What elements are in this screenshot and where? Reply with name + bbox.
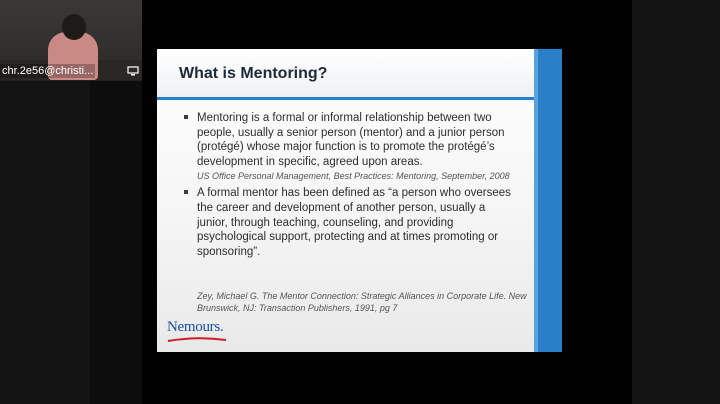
participant-name: chr.2e56@christi...	[2, 65, 94, 77]
slide-side-band	[538, 49, 562, 352]
bullet-text: Mentoring is a formal or informal relationship between two people, usually a senior person (mentor) and a junior person (protégé) whose major function is to promote the protégé’s development in specific, agreed upon areas.	[197, 112, 505, 168]
logo-swoosh-icon	[167, 337, 227, 343]
bullet-marker	[184, 115, 188, 119]
presentation-slide	[157, 49, 562, 352]
participant-head	[62, 14, 86, 40]
slide-title: What is Mentoring?	[179, 65, 328, 82]
reference-citation: Zey, Michael G. The Mentor Connection: Strategic Alliances in Corporate Life. New Brunswick, NJ: Transaction Publishers, 1991, pg 7	[197, 291, 527, 313]
bullet-text: A formal mentor has been defined as “a person who oversees the career and development of another person, usually a junior, through teaching, counseling, and providing psychological support, protecting and at times promoting or sponsoring”.	[197, 187, 511, 258]
title-divider	[157, 97, 534, 100]
participant-video-tile[interactable]	[0, 0, 142, 81]
bullet-item	[184, 111, 514, 182]
screen-share-icon[interactable]	[127, 66, 139, 76]
right-panel	[632, 0, 720, 404]
nemours-logo: Nemours.	[167, 319, 224, 335]
bullet-marker	[184, 190, 188, 194]
bullet-citation: US Office Personal Management, Best Practices: Mentoring, September, 2008	[197, 171, 510, 182]
bullet-item	[184, 186, 514, 259]
bullet-list	[184, 111, 514, 259]
